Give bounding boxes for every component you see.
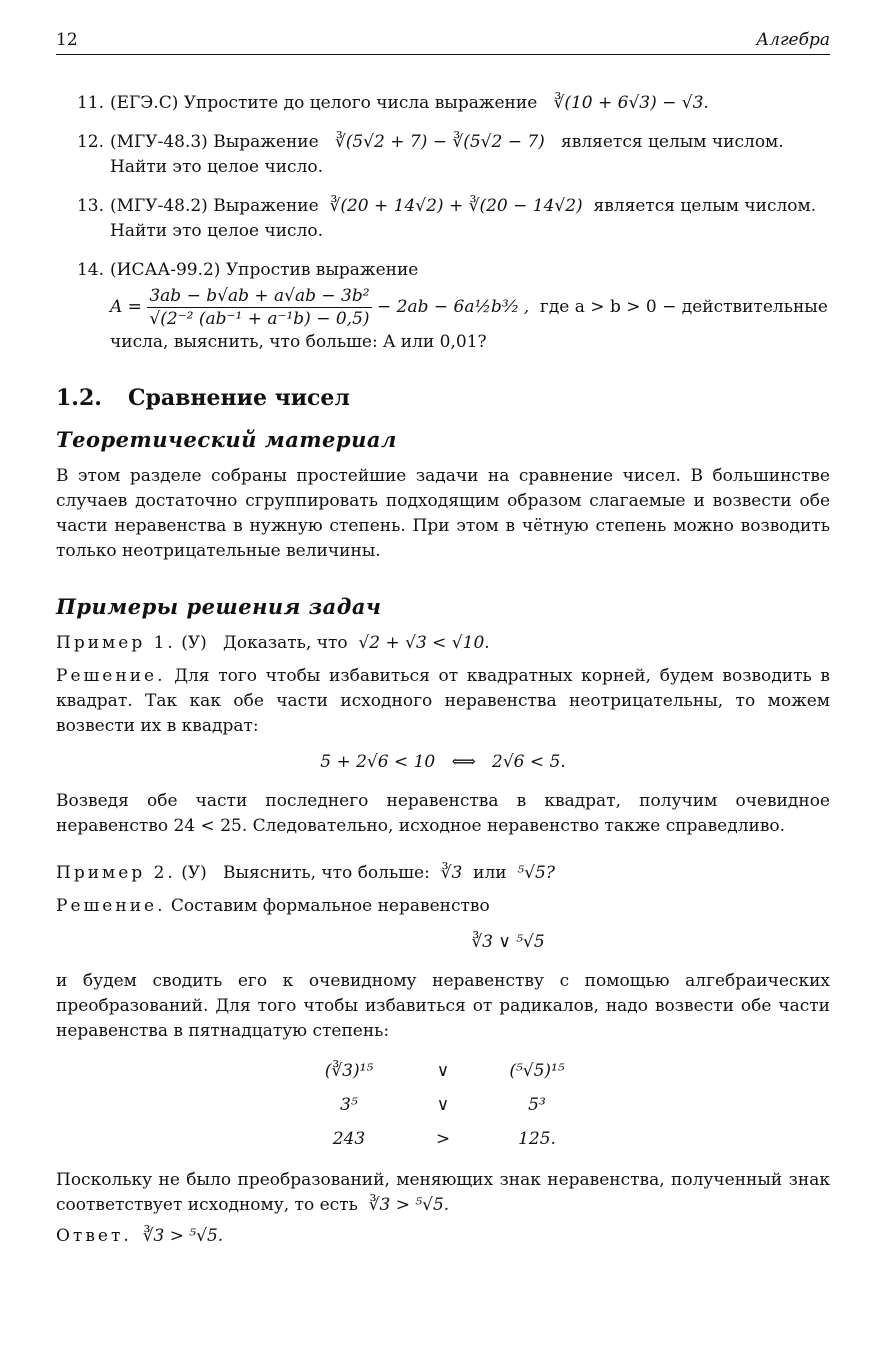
page — [56, 30, 830, 1249]
expression-a: ∛3 — [440, 863, 463, 883]
step-op: > — [435, 1129, 451, 1149]
example-2-middle: и будем сводить его к очевидному неравенству с помощью алгебраических преобразований. Для того чтобы избавиться от радикалов, надо возвести обе части неравенства в пятнадцатую степень: — [56, 971, 830, 1041]
page-number: 12 — [56, 30, 78, 50]
formula-condition: где a > b > 0 − действительные — [539, 297, 828, 317]
example-1-statement — [56, 631, 830, 656]
step-right: (⁵√5)¹⁵ — [509, 1061, 565, 1081]
problem-expression: ∛(10 + 6√3) − √3. — [553, 93, 709, 113]
fraction-denominator: √(2⁻² (ab⁻¹ + a⁻¹b) − 0,5) — [149, 309, 370, 329]
step-right: 5³ — [528, 1095, 546, 1115]
step-row — [56, 1122, 830, 1156]
problem-tail: числа, выяснить, что больше: A или 0,01? — [110, 332, 487, 352]
formula-lhs: A = — [110, 297, 142, 317]
answer-label: Ответ. — [56, 1226, 132, 1246]
step-op: ∨ — [436, 1095, 450, 1115]
step-row — [56, 1088, 830, 1122]
problem-tail: является целым числом. Найти это целое число. — [110, 132, 784, 177]
solution-label: Решение. — [56, 666, 166, 686]
problem-12 — [56, 130, 830, 180]
conclusion-text: Поскольку не было преобразований, меняющих знак неравенства, полученный знак соответствует исходному, то есть — [56, 1170, 830, 1215]
problem-text: (ИСАА-99.2) Упростив выражение — [110, 260, 419, 280]
problem-text: (МГУ-48.2) Выражение — [110, 196, 319, 216]
solution-text: Составим формальное неравенство — [170, 896, 490, 916]
example-2-display: ∛3 ∨ ⁵√5 — [471, 932, 545, 952]
problem-number: 14. — [76, 260, 104, 280]
problem-11 — [56, 91, 830, 116]
section-title: Сравнение чисел — [128, 385, 350, 411]
example-statement: Доказать, что — [223, 633, 348, 653]
section-number: 1.2. — [56, 385, 102, 411]
formula-A — [110, 285, 830, 330]
example-statement: Выяснить, что больше: — [223, 863, 430, 883]
step-left: 3⁵ — [340, 1095, 358, 1115]
conclusion-expression: ∛3 > ⁵√5. — [368, 1195, 450, 1215]
step-left: 243 — [332, 1129, 366, 1149]
problem-text: (ЕГЭ.С) Упростите до целого числа выражение — [110, 93, 538, 113]
example-2-answer — [56, 1224, 830, 1249]
answer-expression: ∛3 > ⁵√5. — [142, 1226, 224, 1246]
problem-text: (МГУ-48.3) Выражение — [110, 132, 319, 152]
example-2-conclusion — [56, 1168, 830, 1218]
theory-heading: Теоретический материал — [56, 427, 397, 452]
example-1-solution — [56, 664, 830, 739]
page-header — [56, 30, 830, 55]
example-1-display: 5 + 2√6 < 10 ⟺ 2√6 < 5. — [320, 752, 566, 772]
example-1-after: Возведя обе части последнего неравенства в квадрат, получим очевидное неравенство 24 < 25. Следовательно, исходное неравенство также справедливо. — [56, 791, 830, 836]
or-word: или — [473, 863, 507, 883]
problem-number: 11. — [76, 93, 104, 113]
expression-b: ⁵√5? — [517, 863, 555, 883]
solution-text: Для того чтобы избавиться от квадратных корней, будем возводить в квадрат. Так как обе части исходного неравенства неотрицательны, то можем возвести их в квадрат: — [56, 666, 830, 736]
running-title: Алгебра — [756, 30, 830, 50]
example-label: Пример 2. — [56, 863, 176, 883]
problem-14 — [56, 258, 830, 355]
step-right: 125. — [518, 1129, 556, 1149]
theory-text: В этом разделе собраны простейшие задачи на сравнение чисел. В большинстве случаев достаточно сгруппировать подходящим образом слагаемые и возвести обе части неравенства в нужную степень. При этом в чётную степень можно возводить только неотрицательные величины. — [56, 466, 830, 561]
problem-13 — [56, 194, 830, 244]
examples-heading: Примеры решения задач — [56, 594, 382, 619]
example-expression: √2 + √3 < √10. — [358, 633, 490, 653]
problem-number: 13. — [76, 196, 104, 216]
step-row — [56, 1054, 830, 1088]
formula-fraction — [147, 285, 371, 330]
step-op: ∨ — [436, 1061, 450, 1081]
example-2-statement — [56, 861, 830, 886]
section-heading — [56, 385, 830, 411]
example-2-solution — [56, 894, 830, 919]
fraction-numerator: 3ab − b√ab + a√ab − 3b² — [149, 286, 370, 306]
problem-tail: является целым числом. Найти это целое число. — [110, 196, 817, 241]
problem-expression: ∛(20 + 14√2) + ∛(20 − 14√2) — [329, 196, 583, 216]
solution-label: Решение. — [56, 896, 166, 916]
example-label: Пример 1. — [56, 633, 176, 653]
problem-expression: ∛(5√2 + 7) − ∛(5√2 − 7) — [334, 132, 545, 152]
power-steps — [56, 1054, 830, 1156]
example-tag: (У) — [181, 633, 207, 653]
example-tag: (У) — [181, 863, 207, 883]
step-left: (∛3)¹⁵ — [324, 1061, 374, 1081]
formula-rest: − 2ab − 6a½b³⁄₂ , — [376, 297, 530, 317]
problem-number: 12. — [76, 132, 104, 152]
